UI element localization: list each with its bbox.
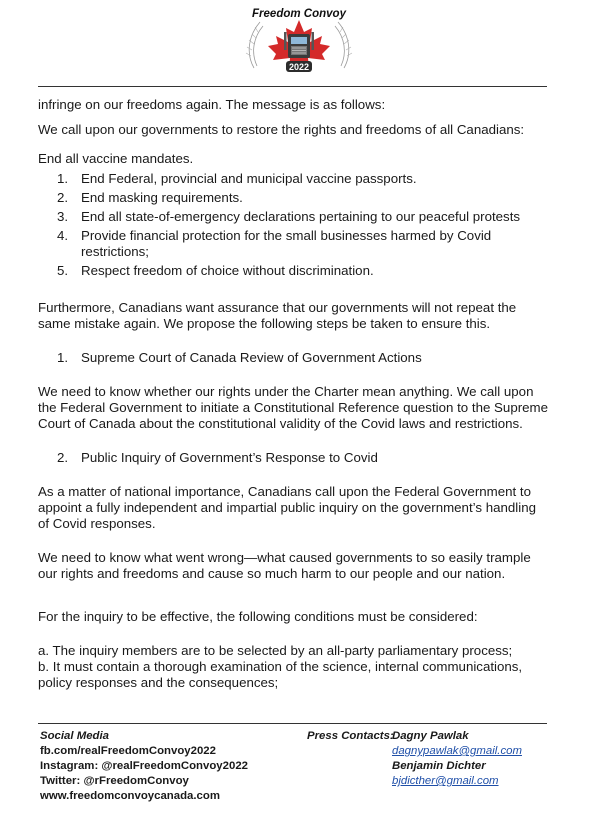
condition-a: a. The inquiry members are to be selected by an all-party parliamentary process;: [38, 643, 513, 658]
step-1-heading: 1. Supreme Court of Canada Review of Government Actions: [57, 350, 422, 365]
header-divider: [38, 86, 547, 87]
contact-1-email[interactable]: dagnypawlak@gmail.com: [392, 745, 522, 757]
footer-divider: [38, 723, 547, 724]
social-media-block: [40, 729, 280, 804]
press-contacts-label: Press Contacts:: [307, 730, 394, 742]
press-contacts-block: [392, 729, 562, 789]
end-mandates-line: End all vaccine mandates.: [38, 151, 194, 166]
website-link[interactable]: www.freedomconvoycanada.com: [40, 790, 220, 802]
letter-body: [38, 97, 548, 691]
step-2-paragraph-b: We need to know what went wrong—what caused governments to so easily trample our rights and freedoms and cause so much harm to our people and our nation.: [38, 550, 531, 581]
logo-year: 2022: [288, 62, 310, 72]
list-item: 4. Provide financial protection for the small businesses harmed by Covid restrictions;: [57, 228, 492, 259]
furthermore-paragraph: Furthermore, Canadians want assurance that our governments will not repeat the same mistake again. We propose the following steps be taken to ensure this.: [38, 300, 517, 331]
facebook-link[interactable]: fb.com/realFreedomConvoy2022: [40, 745, 216, 757]
contact-2-email[interactable]: bjdicther@gmail.com: [392, 775, 499, 787]
list-item: 1. End Federal, provincial and municipal vaccine passports.: [57, 171, 417, 186]
maple-leaf-truck-emblem: [224, 6, 374, 80]
demands-list: [38, 171, 548, 279]
step-1-paragraph: We need to know whether our rights under the Charter mean anything. We call upon the Federal Government to initiate a Constitutional Reference question to the Supreme Court of Canada about the constitutional validity of the Covid laws and restrictions.: [38, 384, 549, 431]
contact-2-name: Benjamin Dichter: [392, 760, 486, 772]
contact-1-name: Dagny Pawlak: [392, 730, 469, 742]
instagram-handle[interactable]: Instagram: @realFreedomConvoy2022: [40, 760, 248, 772]
step-2-paragraph-a: As a matter of national importance, Canadians call upon the Federal Government to appoint a fully independent and impartial public inquiry on the government’s handling of Covid responses.: [38, 484, 536, 531]
list-item: 3. End all state-of-emergency declarations pertaining to our peaceful protests: [57, 209, 521, 224]
condition-b: b. It must contain a thorough examination of the science, internal communications, policy responses and the consequences;: [38, 659, 523, 690]
freedom-convoy-logo: [224, 6, 374, 80]
list-item: 5. Respect freedom of choice without discrimination.: [57, 263, 374, 278]
inquiry-intro: For the inquiry to be effective, the following conditions must be considered:: [38, 609, 478, 624]
call-line: We call upon our governments to restore the rights and freedoms of all Canadians:: [38, 122, 525, 137]
intro-line: infringe on our freedoms again. The message is as follows:: [38, 97, 386, 112]
logo-title: Freedom Convoy: [252, 8, 346, 20]
list-item: 2. End masking requirements.: [57, 190, 243, 205]
step-2-heading: 2. Public Inquiry of Government’s Response to Covid: [57, 450, 378, 465]
social-media-label: Social Media: [40, 730, 110, 742]
twitter-handle[interactable]: Twitter: @rFreedomConvoy: [40, 775, 189, 787]
